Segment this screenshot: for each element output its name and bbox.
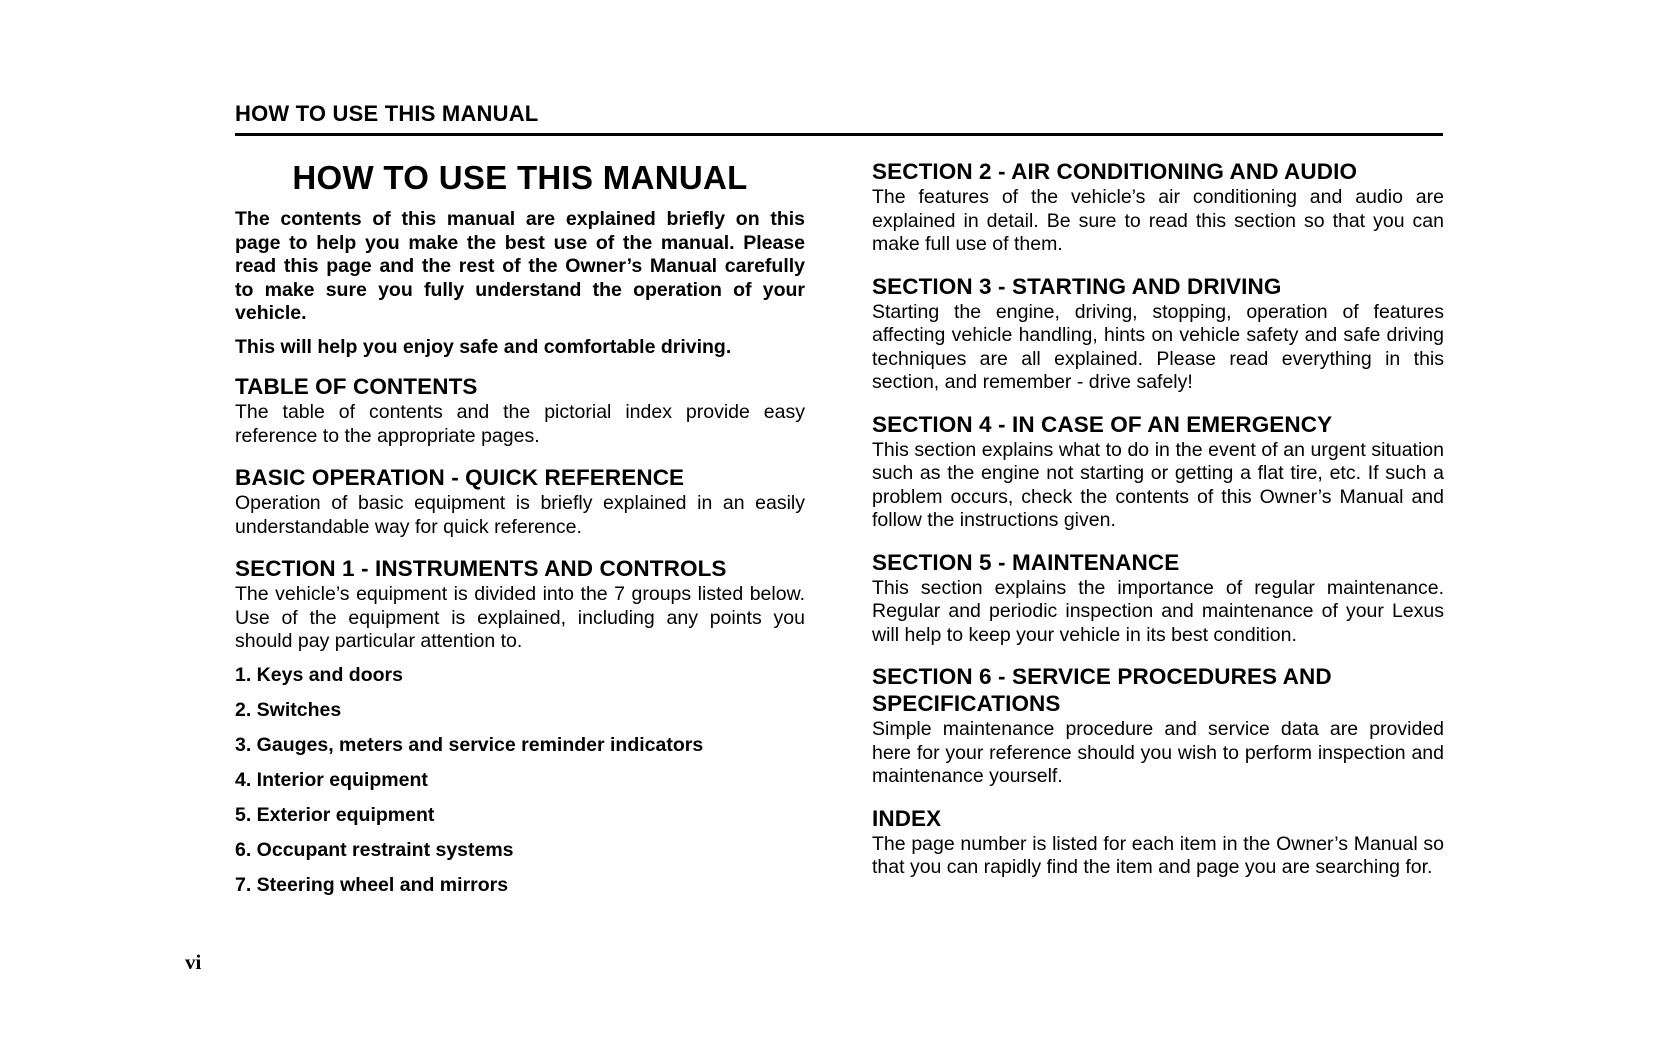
section-body: This section explains what to do in the event of an urgent situation such as the engine not starting or getting a flat tire, etc. If such a problem occurs, check the contents of this Owner’s Manual and follow the instructions given. — [872, 438, 1444, 531]
equipment-group-list — [235, 664, 805, 898]
section-body: This section explains the importance of regular maintenance. Regular and periodic inspection and maintenance of your Lexus will help to keep your vehicle in its best condition. — [872, 576, 1444, 646]
section-1-instruments — [235, 555, 805, 897]
intro-paragraph: This will help you enjoy safe and comfortable driving. — [235, 335, 732, 358]
list-item: 5. Exterior equipment — [235, 803, 435, 826]
list-item: 2. Switches — [235, 698, 342, 721]
section-heading: SECTION 1 - INSTRUMENTS AND CONTROLS — [235, 556, 727, 581]
section-heading: SECTION 4 - IN CASE OF AN EMERGENCY — [872, 411, 1333, 437]
section-heading: SECTION 3 - STARTING AND DRIVING — [872, 273, 1282, 299]
list-item: 6. Occupant restraint systems — [235, 838, 514, 861]
list-item: 4. Interior equipment — [235, 768, 428, 791]
section-heading: SECTION 2 - AIR CONDITIONING AND AUDIO — [872, 159, 1358, 184]
section-body: The table of contents and the pictorial index provide easy reference to the appropriate pages. — [235, 401, 805, 447]
list-item: 3. Gauges, meters and service reminder indicators — [235, 733, 704, 756]
section-5-maintenance — [872, 549, 1444, 648]
section-body: Simple maintenance procedure and service data are provided here for your reference should you wish to perform inspection and maintenance yourself. — [872, 718, 1444, 787]
list-item: 1. Keys and doors — [235, 663, 403, 686]
section-4-emergency — [872, 411, 1444, 533]
section-body: The vehicle’s equipment is divided into the 7 groups listed below. Use of the equipment is explained, including any points you should pay particular attention to. — [235, 583, 805, 652]
section-body: Operation of basic equipment is briefly explained in an easily understandable way for quick reference. — [235, 492, 805, 538]
page-title: HOW TO USE THIS MANUAL — [292, 159, 748, 196]
section-2-air-conditioning — [872, 158, 1444, 257]
section-body: Starting the engine, driving, stopping, operation of features affecting vehicle handling, hints on vehicle safety and safe driving techniques are all explained. Please read everything in this section, and remember - drive safely! — [872, 300, 1444, 393]
intro-paragraph: The contents of this manual are explained briefly on this page to help you make the best use of the manual. Please read this page and the rest of the Owner’s Manual carefully to make sure you fully understand the operation of your vehicle. — [235, 208, 805, 324]
left-column — [235, 152, 805, 909]
section-6-service — [872, 663, 1444, 789]
section-body: The page number is listed for each item in the Owner’s Manual so that you can rapidly find the item and page you are searching for. — [872, 832, 1444, 878]
section-3-starting — [872, 273, 1444, 395]
section-basic-operation — [235, 464, 805, 539]
section-index — [872, 805, 1444, 880]
section-heading: SECTION 5 - MAINTENANCE — [872, 549, 1180, 575]
section-table-of-contents — [235, 373, 805, 448]
page-number: vi — [185, 950, 202, 974]
section-heading: BASIC OPERATION - QUICK REFERENCE — [235, 465, 685, 490]
section-heading: SECTION 6 - SERVICE PROCEDURES AND SPECIFICATIONS — [872, 664, 1332, 716]
list-item: 7. Steering wheel and mirrors — [235, 873, 509, 896]
section-body: The features of the vehicle’s air conditioning and audio are explained in detail. Be sure to read this section so that you can make full use of them. — [872, 186, 1444, 255]
running-header: HOW TO USE THIS MANUAL — [235, 101, 539, 126]
section-heading: TABLE OF CONTENTS — [235, 374, 478, 399]
right-column — [872, 158, 1444, 896]
header-rule — [235, 133, 1443, 136]
section-heading: INDEX — [872, 805, 942, 831]
